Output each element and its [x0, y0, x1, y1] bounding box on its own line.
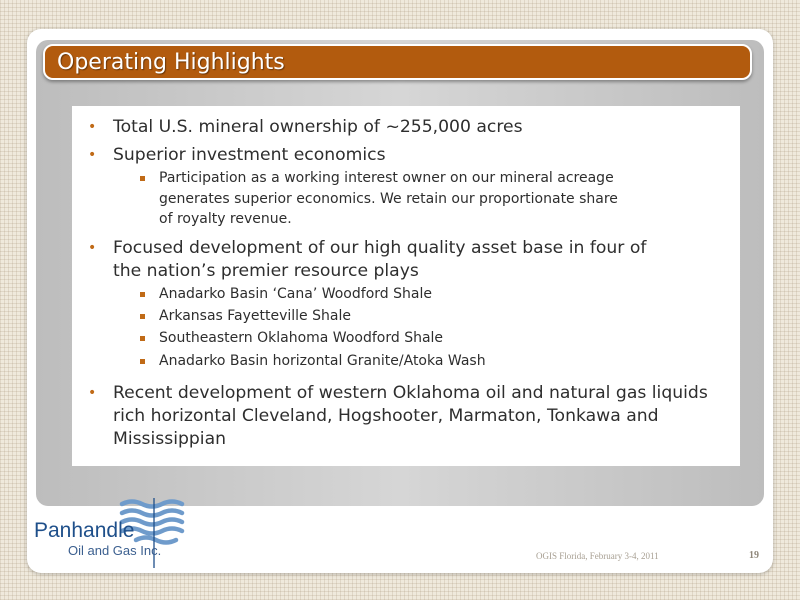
logo-name: Panhandle	[34, 519, 135, 542]
sub-bullet-text: Anadarko Basin ‘Cana’ Woodford Shale	[159, 286, 432, 302]
bullet-focused-development	[88, 237, 733, 283]
bullet-line: Recent development of western Oklahoma oil and natural gas liquids	[113, 383, 708, 403]
bullet-investment-economics	[88, 144, 733, 167]
sub-bullet-line: Participation as a working interest owner on our mineral acreage	[159, 170, 614, 186]
bullet-line: the nation’s premier resource plays	[113, 261, 419, 281]
sub-bullet-fayetteville	[159, 306, 699, 327]
footer-event: OGIS Florida, February 3-4, 2011	[536, 551, 659, 561]
bullet-dot-icon: •	[88, 240, 97, 256]
sub-bullet-square-icon	[140, 359, 145, 364]
sub-bullet-square-icon	[140, 292, 145, 297]
sub-bullet-text: Southeastern Oklahoma Woodford Shale	[159, 330, 444, 346]
bullet-recent-development	[88, 382, 733, 451]
sub-bullet-granite-atoka	[159, 351, 699, 372]
sub-bullet-line: of royalty revenue.	[159, 211, 292, 227]
sub-bullet-working-interest	[159, 168, 699, 230]
sub-bullet-line: generates superior economics. We retain our proportionate share	[159, 190, 618, 207]
bullet-panel	[72, 106, 740, 466]
sub-bullet-square-icon	[140, 314, 145, 319]
slide-title: Operating Highlights	[57, 50, 285, 75]
bullet-dot-icon: •	[88, 147, 97, 163]
sub-bullet-square-icon	[140, 336, 145, 341]
bullet-text: Total U.S. mineral ownership of ~255,000 acres	[113, 117, 523, 137]
sub-bullet-cana-woodford	[159, 284, 699, 305]
bullet-dot-icon: •	[88, 119, 97, 135]
logo-subtitle: Oil and Gas Inc.	[68, 543, 162, 558]
title-bar	[43, 44, 752, 80]
bullet-mineral-ownership	[88, 116, 733, 139]
sub-bullet-text: Arkansas Fayetteville Shale	[159, 308, 351, 324]
page-number: 19	[749, 550, 759, 561]
bullet-line: rich horizontal Cleveland, Hogshooter, Marmaton, Tonkawa and	[113, 406, 659, 426]
bullet-line: Mississippian	[113, 429, 226, 449]
sub-bullet-se-oklahoma	[159, 328, 699, 349]
sub-bullet-square-icon	[140, 176, 145, 181]
bullet-text: Superior investment economics	[113, 145, 386, 165]
company-logo	[30, 496, 190, 572]
bullet-line: Focused development of our high quality asset base in four of	[113, 238, 647, 258]
sub-bullet-text: Anadarko Basin horizontal Granite/Atoka Wash	[159, 353, 486, 369]
bullet-dot-icon: •	[88, 385, 97, 401]
